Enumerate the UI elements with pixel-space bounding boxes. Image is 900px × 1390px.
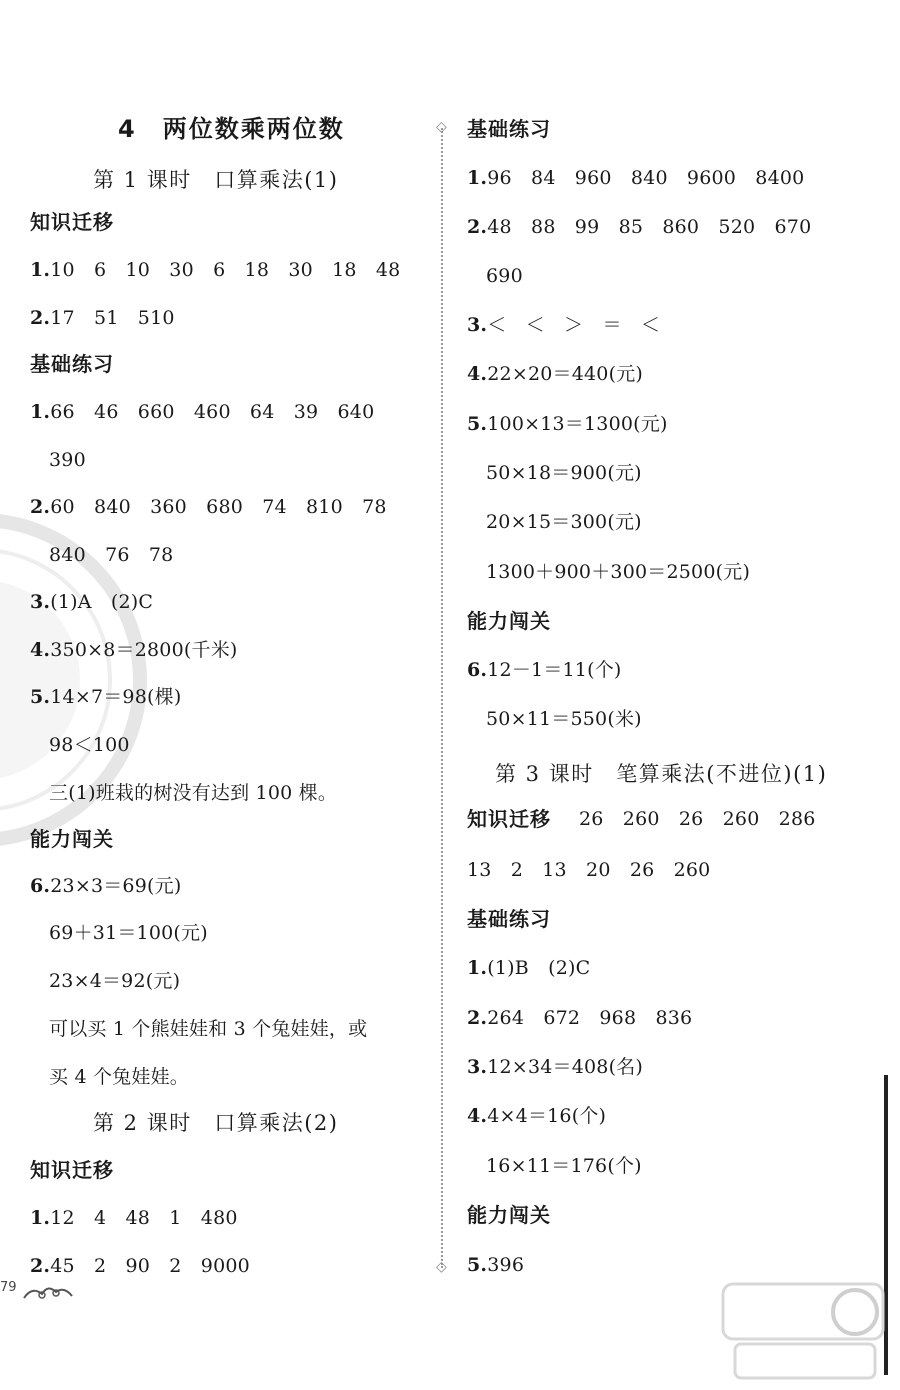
answer-text: 96 84 960 840 9600 8400	[487, 167, 805, 189]
answer-text: 350×8＝2800(千米)	[50, 639, 238, 661]
lesson-title: 第 3 课时 笔算乘法(不进位)(1)	[495, 762, 828, 786]
answer-line	[467, 166, 804, 190]
answer-text: 23×3＝69(元)	[50, 875, 182, 897]
answer-line	[467, 412, 668, 436]
item-number: 4.	[467, 1105, 488, 1127]
answer-text: 264 672 968 836	[487, 1007, 693, 1029]
section-heading: 基础练习	[30, 352, 114, 376]
answer-line	[30, 590, 153, 614]
item-number: 3.	[30, 591, 51, 613]
answer-text: 4×4＝16(个)	[487, 1105, 607, 1127]
divider-ornament-top: ◇	[436, 119, 447, 135]
answer-line	[30, 495, 387, 519]
answer-text: 10 6 10 30 6 18 30 18 48	[50, 259, 401, 281]
answer-line	[467, 1253, 524, 1277]
answer-continuation: 买 4 个兔娃娃。	[49, 1066, 189, 1088]
answer-line	[467, 313, 660, 337]
item-number: 3.	[467, 314, 488, 336]
answer-continuation: 13 2 13 20 26 260	[467, 859, 711, 881]
page-number: 79	[0, 1280, 17, 1295]
cloud-ornament-icon	[22, 1282, 74, 1304]
item-number: 1.	[30, 1207, 51, 1229]
answer-continuation: 三(1)班栽的树没有达到 100 棵。	[49, 782, 338, 804]
answer-continuation: 840 76 78	[49, 544, 174, 566]
section-heading: 能力闯关	[467, 1203, 551, 1227]
answer-line	[30, 306, 175, 330]
lesson-title: 第 1 课时 口算乘法(1)	[93, 168, 339, 192]
answer-text: 12×34＝408(名)	[487, 1056, 644, 1078]
answer-line	[467, 1055, 643, 1079]
answer-text: (1)B (2)C	[487, 957, 591, 979]
item-number: 1.	[30, 401, 51, 423]
answer-line	[467, 1104, 606, 1128]
item-number: 6.	[467, 659, 488, 681]
item-number: 5.	[467, 1254, 488, 1276]
item-number: 4.	[30, 639, 51, 661]
item-number: 5.	[30, 686, 51, 708]
answer-line	[30, 685, 181, 709]
answer-continuation: 20×15＝300(元)	[486, 511, 642, 533]
answer-text: 17 51 510	[50, 307, 175, 329]
answer-text: 14×7＝98(棵)	[50, 686, 182, 708]
answer-line	[30, 638, 238, 662]
answer-line	[467, 362, 643, 386]
item-number: 1.	[30, 259, 51, 281]
answer-line	[467, 1006, 692, 1030]
answer-text: (1)A (2)C	[50, 591, 154, 613]
answer-continuation: 50×11＝550(米)	[486, 708, 642, 730]
answer-line	[30, 400, 374, 424]
answer-continuation: 69＋31＝100(元)	[49, 922, 208, 944]
answer-line	[467, 658, 622, 682]
answer-text: 396	[487, 1254, 525, 1276]
section-heading: 知识迁移	[30, 210, 114, 234]
item-number: 2.	[467, 216, 488, 238]
column-divider	[441, 128, 443, 1268]
section-heading: 知识迁移	[30, 1158, 114, 1182]
answer-text: 100×13＝1300(元)	[487, 413, 668, 435]
answer-line	[467, 956, 590, 980]
answer-text: 12 4 48 1 480	[50, 1207, 238, 1229]
item-number: 6.	[30, 875, 51, 897]
answer-line	[467, 215, 811, 239]
answer-text: 12－1＝11(个)	[487, 659, 622, 681]
section-heading: 能力闯关	[467, 609, 551, 633]
answer-continuation: 98＜100	[49, 734, 130, 756]
answer-line	[30, 874, 181, 898]
section-heading: 基础练习	[467, 907, 551, 931]
divider-ornament-bottom: ◇	[436, 1259, 447, 1275]
answer-continuation: 690	[486, 265, 523, 287]
item-number: 1.	[467, 957, 488, 979]
answer-text: ＜ ＜ ＞ ＝ ＜	[487, 314, 661, 336]
section-heading: 基础练习	[467, 117, 551, 141]
item-number: 2.	[30, 307, 51, 329]
answer-continuation: 1300＋900＋300＝2500(元)	[486, 561, 751, 583]
chapter-title: 4 两位数乘两位数	[118, 115, 345, 143]
section-heading: 能力闯关	[30, 827, 114, 851]
item-number: 3.	[467, 1056, 488, 1078]
answer-continuation: 16×11＝176(个)	[486, 1155, 642, 1177]
answer-text: 45 2 90 2 9000	[50, 1255, 250, 1277]
answer-text: 22×20＝440(元)	[487, 363, 644, 385]
item-number: 2.	[30, 496, 51, 518]
item-number: 4.	[467, 363, 488, 385]
item-number: 1.	[467, 167, 488, 189]
answer-continuation: 50×18＝900(元)	[486, 462, 642, 484]
lesson-title: 第 2 课时 口算乘法(2)	[93, 1111, 339, 1135]
answer-text: 48 88 99 85 860 520 670	[487, 216, 812, 238]
item-number: 2.	[30, 1255, 51, 1277]
answer-line	[30, 258, 400, 282]
answer-text: 26 260 26 260 286	[579, 808, 816, 830]
answer-continuation: 23×4＝92(元)	[49, 970, 181, 992]
answer-line	[30, 1206, 238, 1230]
answer-text: 66 46 660 460 64 39 640	[50, 401, 375, 423]
item-number: 2.	[467, 1007, 488, 1029]
answer-continuation: 390	[49, 449, 86, 471]
answer-continuation: 可以买 1 个熊娃娃和 3 个兔娃娃，或	[49, 1018, 368, 1040]
item-number: 5.	[467, 413, 488, 435]
site-watermark-logo	[715, 1278, 890, 1388]
answer-text: 60 840 360 680 74 810 78	[50, 496, 387, 518]
section-heading: 知识迁移	[467, 807, 551, 831]
answer-line	[30, 1254, 250, 1278]
